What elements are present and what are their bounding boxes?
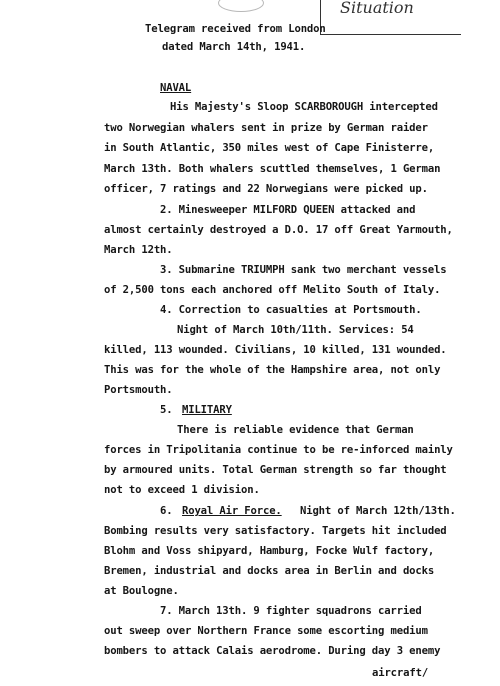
naval-p2-line-1: 2. Minesweeper MILFORD QUEEN attacked and: [160, 204, 416, 216]
naval-p4-line-3: killed, 113 wounded. Civilians, 10 killed, 131 wounded.: [104, 344, 447, 356]
p7-line-1: 7. March 13th. 9 fighter squadrons carried: [160, 605, 422, 617]
naval-p1-line-2: two Norwegian whalers sent in prize by German raider: [104, 122, 428, 134]
military-line-3: by armoured units. Total German strength so far thought: [104, 464, 447, 476]
stamp-mark: [218, 0, 264, 12]
military-heading: MILITARY: [182, 404, 232, 416]
header-line-2: dated March 14th, 1941.: [162, 41, 306, 53]
naval-p1-line-5: officer, 7 ratings and 22 Norwegians were picked up.: [104, 183, 428, 195]
naval-p4-line-2: Night of March 10th/11th. Services: 54: [177, 324, 414, 336]
naval-p2-line-3: March 12th.: [104, 244, 173, 256]
naval-p4-line-4: This was for the whole of the Hampshire area, not only: [104, 364, 441, 376]
naval-p1-line-3: in South Atlantic, 350 miles west of Cape Finisterre,: [104, 142, 435, 154]
naval-p4-line-1: 4. Correction to casualties at Portsmouth.: [160, 304, 422, 316]
naval-p2-line-2: almost certainly destroyed a D.O. 17 off Great Yarmouth,: [104, 224, 453, 236]
header-line-1: Telegram received from London: [145, 23, 326, 35]
naval-p3-line-2: of 2,500 tons each anchored off Melito South of Italy.: [104, 284, 441, 296]
naval-p4-line-5: Portsmouth.: [104, 384, 173, 396]
naval-p1-line-1: His Majesty's Sloop SCARBOROUGH intercepted: [170, 101, 438, 113]
raf-line-2: Bombing results very satisfactory. Targets hit included: [104, 525, 447, 537]
raf-line-1: Night of March 12th/13th.: [300, 505, 456, 517]
naval-p1-line-4: March 13th. Both whalers scuttled themselves, 1 German: [104, 163, 441, 175]
military-line-1: There is reliable evidence that German: [177, 424, 414, 436]
raf-heading: Royal Air Force.: [182, 505, 282, 517]
raf-number: 6.: [160, 505, 173, 517]
p7-line-3: bombers to attack Calais aerodrome. During day 3 enemy: [104, 645, 441, 657]
handwritten-note: Situation: [340, 0, 414, 17]
military-number: 5.: [160, 404, 173, 416]
raf-line-3: Blohm and Voss shipyard, Hamburg, Focke Wulf factory,: [104, 545, 435, 557]
p7-line-2: out sweep over Northern France some escorting medium: [104, 625, 428, 637]
military-line-4: not to exceed 1 division.: [104, 484, 260, 496]
raf-line-4: Bremen, industrial and docks area in Berlin and docks: [104, 565, 435, 577]
naval-heading: NAVAL: [160, 82, 192, 94]
catchword: aircraft/: [372, 667, 429, 679]
military-line-2: forces in Tripolitania continue to be re-inforced mainly: [104, 444, 453, 456]
naval-p3-line-1: 3. Submarine TRIUMPH sank two merchant vessels: [160, 264, 447, 276]
raf-line-5: at Boulogne.: [104, 585, 179, 597]
